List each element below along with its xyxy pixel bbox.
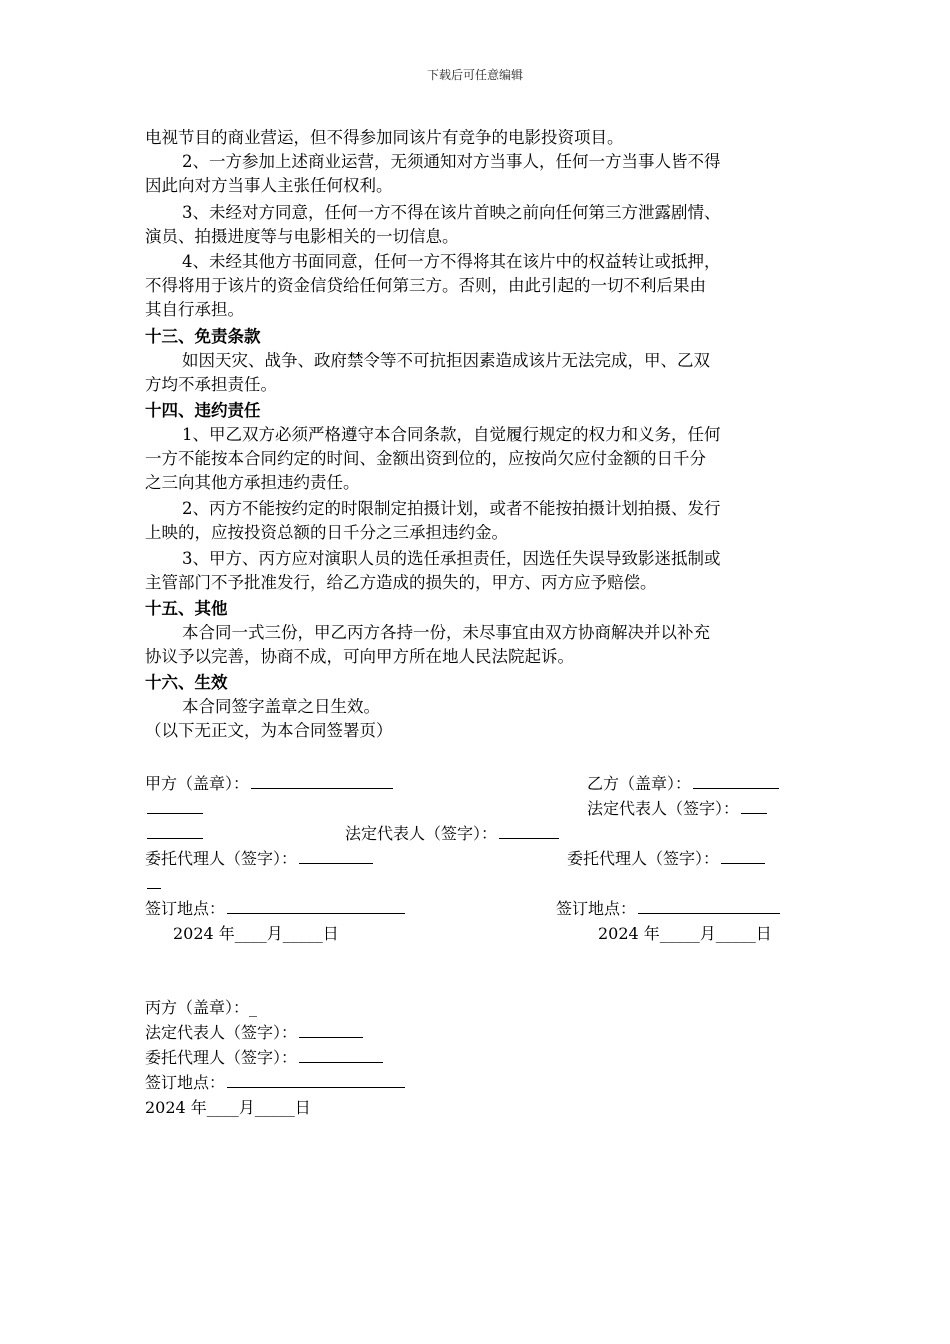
- party-a-date[interactable]: 2024 年____月_____日: [173, 924, 339, 943]
- paragraph-line: 如因天灾、战争、政府禁令等不可抗拒因素造成该片无法完成，甲、乙双: [182, 351, 710, 370]
- party-c-rep-label: 法定代表人（签字）：: [145, 1023, 298, 1042]
- section-heading-14: 十四、违约责任: [145, 401, 261, 420]
- party-b-seal-blank-wrap: [145, 797, 203, 821]
- party-c-place-blank[interactable]: [227, 1072, 405, 1088]
- paragraph-line: （以下无正文，为本合同签署页）: [145, 721, 393, 740]
- party-a-seal-line: [145, 772, 393, 796]
- party-b-agent-label: 委托代理人（签字）：: [567, 849, 720, 868]
- party-b-rep-blank-wrap: [145, 822, 203, 846]
- party-b-place-line: [556, 897, 780, 921]
- section-heading-13: 十三、免责条款: [145, 327, 261, 346]
- party-b-rep-blank[interactable]: [741, 798, 767, 814]
- page-header: 下载后可任意编辑: [426, 68, 523, 82]
- party-c-date[interactable]: 2024 年____月_____日: [145, 1098, 311, 1117]
- party-c-place-label: 签订地点：: [145, 1073, 226, 1092]
- paragraph-line: 3、甲方、丙方应对演职人员的选任承担责任，因选任失误导致影迷抵制或: [182, 549, 721, 568]
- party-b-rep-label: 法定代表人（签字）：: [587, 799, 740, 818]
- party-b-agent-line: [567, 847, 765, 871]
- party-a-seal-blank[interactable]: [251, 773, 393, 789]
- party-b-agent-blank-wrap: [145, 872, 161, 896]
- party-a-rep-blank[interactable]: [499, 823, 559, 839]
- paragraph-line: 电视节目的商业营运，但不得参加同该片有竞争的电影投资项目。: [145, 128, 624, 147]
- party-c-agent-label: 委托代理人（签字）：: [145, 1048, 298, 1067]
- paragraph-line: 上映的，应按投资总额的日千分之三承担违约金。: [145, 523, 508, 542]
- party-a-place-blank[interactable]: [227, 898, 405, 914]
- party-c-rep-blank[interactable]: [299, 1022, 363, 1038]
- party-b-date[interactable]: 2024 年_____月_____日: [598, 924, 772, 943]
- party-a-seal-label: 甲方（盖章）：: [145, 774, 250, 793]
- paragraph-line: 3、未经对方同意，任何一方不得在该片首映之前向任何第三方泄露剧情、: [182, 203, 721, 222]
- party-a-agent-line: [145, 847, 373, 871]
- party-b-seal-label: 乙方（盖章）：: [587, 774, 692, 793]
- party-a-place-line: [145, 897, 405, 921]
- party-b-agent-blank[interactable]: [721, 848, 765, 864]
- section-heading-15: 十五、其他: [145, 599, 228, 618]
- party-a-agent-label: 委托代理人（签字）：: [145, 849, 298, 868]
- party-b-agent-blank-continued[interactable]: [147, 873, 161, 889]
- party-a-rep-label: 法定代表人（签字）：: [345, 824, 498, 843]
- party-b-seal-line: [587, 772, 779, 796]
- party-c-rep-line: [145, 1021, 363, 1045]
- party-b-place-blank[interactable]: [638, 898, 780, 914]
- paragraph-line: 方均不承担责任。: [145, 375, 277, 394]
- paragraph-line: 协议予以完善，协商不成，可向甲方所在地人民法院起诉。: [145, 647, 574, 666]
- paragraph-line: 主管部门不予批准发行，给乙方造成的损失的，甲方、丙方应予赔偿。: [145, 573, 657, 592]
- paragraph-line: 之三向其他方承担违约责任。: [145, 473, 360, 492]
- section-heading-16: 十六、生效: [145, 673, 228, 692]
- party-a-agent-blank[interactable]: [299, 848, 373, 864]
- party-b-place-label: 签订地点：: [556, 899, 637, 918]
- paragraph-line: 2、丙方不能按约定的时限制定拍摄计划，或者不能按拍摄计划拍摄、发行: [182, 499, 721, 518]
- paragraph-line: 4、未经其他方书面同意，任何一方不得将其在该片中的权益转让或抵押，: [182, 252, 721, 271]
- party-b-seal-blank[interactable]: [693, 773, 779, 789]
- party-c-place-line: [145, 1071, 405, 1095]
- party-c-seal-line[interactable]: 丙方（盖章）：_: [145, 998, 258, 1017]
- paragraph-line: 其自行承担。: [145, 300, 244, 319]
- party-a-rep-line: [345, 822, 559, 846]
- party-b-seal-blank-continued[interactable]: [147, 798, 203, 814]
- party-a-place-label: 签订地点：: [145, 899, 226, 918]
- paragraph-line: 不得将用于该片的资金信贷给任何第三方。否则，由此引起的一切不利后果由: [145, 276, 706, 295]
- paragraph-line: 本合同一式三份，甲乙丙方各持一份，未尽事宜由双方协商解决并以补充: [182, 623, 710, 642]
- party-c-agent-line: [145, 1046, 383, 1070]
- party-c-agent-blank[interactable]: [299, 1047, 383, 1063]
- party-b-rep-line: [587, 797, 767, 821]
- paragraph-line: 2、一方参加上述商业运营，无须通知对方当事人，任何一方当事人皆不得: [182, 152, 721, 171]
- paragraph-line: 1、甲乙双方必须严格遵守本合同条款，自觉履行规定的权力和义务，任何: [182, 425, 721, 444]
- paragraph-line: 一方不能按本合同约定的时间、金额出资到位的，应按尚欠应付金额的日千分: [145, 449, 706, 468]
- paragraph-line: 本合同签字盖章之日生效。: [182, 697, 380, 716]
- party-b-rep-blank-continued[interactable]: [147, 823, 203, 839]
- paragraph-line: 演员、拍摄进度等与电影相关的一切信息。: [145, 227, 459, 246]
- paragraph-line: 因此向对方当事人主张任何权利。: [145, 176, 393, 195]
